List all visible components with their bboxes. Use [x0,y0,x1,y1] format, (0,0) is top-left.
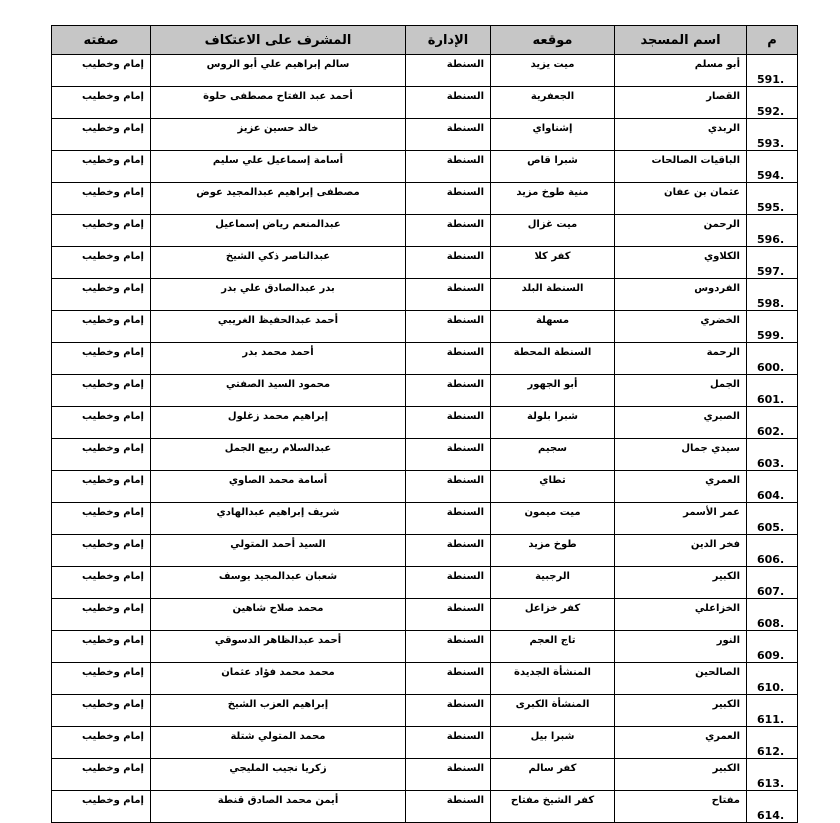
row-number: .607 [747,567,798,599]
supervisor-cell: شريف إبراهيم عبدالهادي [151,503,406,535]
table-row [52,535,798,567]
administration-cell: السنطة [406,599,491,631]
row-number: .606 [747,535,798,567]
table-row [52,471,798,503]
table-row [52,727,798,759]
administration-cell: السنطة [406,215,491,247]
mosque-name-cell: الصالحين [615,663,747,695]
supervisor-cell: أسامة إسماعيل علي سليم [151,151,406,183]
table-row [52,695,798,727]
supervisor-cell: سالم إبراهيم علي أبو الروس [151,55,406,87]
mosque-name-cell: الفردوس [615,279,747,311]
header-number: م [747,26,798,55]
role-cell: إمام وخطيب [52,311,151,343]
supervisor-cell: شعبان عبدالمجيد يوسف [151,567,406,599]
mosque-name-cell: النور [615,631,747,663]
table-row [52,503,798,535]
row-number: .611 [747,695,798,727]
role-cell: إمام وخطيب [52,791,151,823]
row-number: .605 [747,503,798,535]
location-cell: ميت ميمون [491,503,615,535]
supervisor-cell: بدر عبدالصادق علي بدر [151,279,406,311]
header-mosque-name: اسم المسجد [615,26,747,55]
table-row [52,151,798,183]
header-location: موقعه [491,26,615,55]
role-cell: إمام وخطيب [52,183,151,215]
location-cell: مسهلة [491,311,615,343]
administration-cell: السنطة [406,695,491,727]
mosque-name-cell: عمر الأسمر [615,503,747,535]
mosque-name-cell: الكبير [615,759,747,791]
supervisor-cell: أحمد محمد بدر [151,343,406,375]
administration-cell: السنطة [406,343,491,375]
row-number: .610 [747,663,798,695]
supervisor-cell: أسامة محمد الصاوي [151,471,406,503]
role-cell: إمام وخطيب [52,759,151,791]
location-cell: إشناواي [491,119,615,151]
mosque-name-cell: سيدي جمال [615,439,747,471]
role-cell: إمام وخطيب [52,55,151,87]
administration-cell: السنطة [406,407,491,439]
location-cell: السنطة البلد [491,279,615,311]
supervisor-cell: أيمن محمد الصادق قنطة [151,791,406,823]
mosque-name-cell: الكبير [615,695,747,727]
location-cell: ميت يزيد [491,55,615,87]
row-number: .592 [747,87,798,119]
table-row [52,279,798,311]
table-row [52,119,798,151]
role-cell: إمام وخطيب [52,503,151,535]
table-row [52,439,798,471]
administration-cell: السنطة [406,631,491,663]
administration-cell: السنطة [406,247,491,279]
mosque-name-cell: مفتاح [615,791,747,823]
role-cell: إمام وخطيب [52,599,151,631]
table-row [52,311,798,343]
location-cell: شبرا قاص [491,151,615,183]
location-cell: منية طوخ مزيد [491,183,615,215]
supervisor-cell: محمود السيد الصفتي [151,375,406,407]
location-cell: المنشأة الكبرى [491,695,615,727]
role-cell: إمام وخطيب [52,567,151,599]
administration-cell: السنطة [406,439,491,471]
table-row [52,759,798,791]
administration-cell: السنطة [406,311,491,343]
table-row [52,247,798,279]
supervisor-cell: مصطفى إبراهيم عبدالمجيد عوض [151,183,406,215]
supervisor-cell: عبدالمنعم رياض إسماعيل [151,215,406,247]
row-number: .595 [747,183,798,215]
row-number: .602 [747,407,798,439]
administration-cell: السنطة [406,119,491,151]
administration-cell: السنطة [406,759,491,791]
location-cell: طوخ مزيد [491,535,615,567]
role-cell: إمام وخطيب [52,119,151,151]
location-cell: أبو الجهور [491,375,615,407]
table-row [52,55,798,87]
supervisor-cell: أحمد عبدالظاهر الدسوقي [151,631,406,663]
location-cell: السنطة المحطة [491,343,615,375]
mosque-name-cell: الربدي [615,119,747,151]
administration-cell: السنطة [406,727,491,759]
administration-cell: السنطة [406,183,491,215]
role-cell: إمام وخطيب [52,727,151,759]
supervisor-cell: إبراهيم العزب الشيخ [151,695,406,727]
location-cell: المنشأة الجديدة [491,663,615,695]
table-row [52,183,798,215]
location-cell: شبرا بيل [491,727,615,759]
mosque-name-cell: فخر الدين [615,535,747,567]
supervisor-cell: زكريا نجيب المليجي [151,759,406,791]
row-number: .596 [747,215,798,247]
location-cell: كفر كلا [491,247,615,279]
location-cell: تاج العجم [491,631,615,663]
role-cell: إمام وخطيب [52,151,151,183]
location-cell: سجيم [491,439,615,471]
role-cell: إمام وخطيب [52,247,151,279]
supervisor-cell: محمد محمد فؤاد عثمان [151,663,406,695]
role-cell: إمام وخطيب [52,535,151,567]
row-number: .613 [747,759,798,791]
row-number: .597 [747,247,798,279]
table-row [52,407,798,439]
role-cell: إمام وخطيب [52,471,151,503]
mosque-name-cell: العمري [615,727,747,759]
row-number: .603 [747,439,798,471]
mosque-name-cell: الرحمن [615,215,747,247]
role-cell: إمام وخطيب [52,215,151,247]
row-number: .601 [747,375,798,407]
row-number: .608 [747,599,798,631]
header-supervisor: المشرف على الاعتكاف [151,26,406,55]
mosque-name-cell: الخضري [615,311,747,343]
role-cell: إمام وخطيب [52,375,151,407]
mosque-supervisors-table [51,25,798,823]
administration-cell: السنطة [406,375,491,407]
administration-cell: السنطة [406,663,491,695]
location-cell: تطاي [491,471,615,503]
table-row [52,663,798,695]
supervisor-cell: السيد أحمد المتولي [151,535,406,567]
table-row [52,375,798,407]
mosque-name-cell: الرحمة [615,343,747,375]
mosque-name-cell: الخزاعلي [615,599,747,631]
location-cell: ميت غزال [491,215,615,247]
supervisor-cell: أحمد عبدالحفيظ الغريبي [151,311,406,343]
administration-cell: السنطة [406,567,491,599]
administration-cell: السنطة [406,791,491,823]
administration-cell: السنطة [406,535,491,567]
row-number: .600 [747,343,798,375]
administration-cell: السنطة [406,151,491,183]
table-body [52,55,798,823]
location-cell: شبرا بلولة [491,407,615,439]
supervisor-cell: عبدالناصر ذكي الشيخ [151,247,406,279]
role-cell: إمام وخطيب [52,439,151,471]
row-number: .598 [747,279,798,311]
location-cell: الرجبية [491,567,615,599]
administration-cell: السنطة [406,55,491,87]
table-row [52,343,798,375]
role-cell: إمام وخطيب [52,407,151,439]
row-number: .594 [747,151,798,183]
role-cell: إمام وخطيب [52,663,151,695]
table-row [52,215,798,247]
header-administration: الإدارة [406,26,491,55]
mosque-name-cell: عثمان بن عفان [615,183,747,215]
location-cell: كفر خزاعل [491,599,615,631]
mosque-name-cell: الكلاوي [615,247,747,279]
role-cell: إمام وخطيب [52,279,151,311]
location-cell: كفر الشيخ مفتاح [491,791,615,823]
supervisor-cell: محمد صلاح شاهين [151,599,406,631]
header-role: صفته [52,26,151,55]
role-cell: إمام وخطيب [52,695,151,727]
location-cell: الجعفرية [491,87,615,119]
table-row [52,87,798,119]
table-row [52,567,798,599]
row-number: .614 [747,791,798,823]
mosque-name-cell: الكبير [615,567,747,599]
row-number: .604 [747,471,798,503]
header-row [52,26,798,55]
role-cell: إمام وخطيب [52,343,151,375]
mosque-name-cell: العمري [615,471,747,503]
mosque-name-cell: القصار [615,87,747,119]
mosque-name-cell: أبو مسلم [615,55,747,87]
supervisor-cell: عبدالسلام ربيع الجمل [151,439,406,471]
supervisor-cell: أحمد عبد الفتاح مصطفى حلوة [151,87,406,119]
administration-cell: السنطة [406,87,491,119]
supervisor-cell: خالد حسين عزيز [151,119,406,151]
supervisor-cell: محمد المتولي شتلة [151,727,406,759]
supervisor-cell: إبراهيم محمد زغلول [151,407,406,439]
mosque-name-cell: الجمل [615,375,747,407]
location-cell: كفر سالم [491,759,615,791]
row-number: .591 [747,55,798,87]
administration-cell: السنطة [406,471,491,503]
table-row [52,791,798,823]
mosque-name-cell: الباقيات الصالحات [615,151,747,183]
row-number: .599 [747,311,798,343]
table-row [52,599,798,631]
row-number: .609 [747,631,798,663]
administration-cell: السنطة [406,279,491,311]
row-number: .612 [747,727,798,759]
table-row [52,631,798,663]
role-cell: إمام وخطيب [52,631,151,663]
mosque-name-cell: الصبري [615,407,747,439]
administration-cell: السنطة [406,503,491,535]
row-number: .593 [747,119,798,151]
role-cell: إمام وخطيب [52,87,151,119]
